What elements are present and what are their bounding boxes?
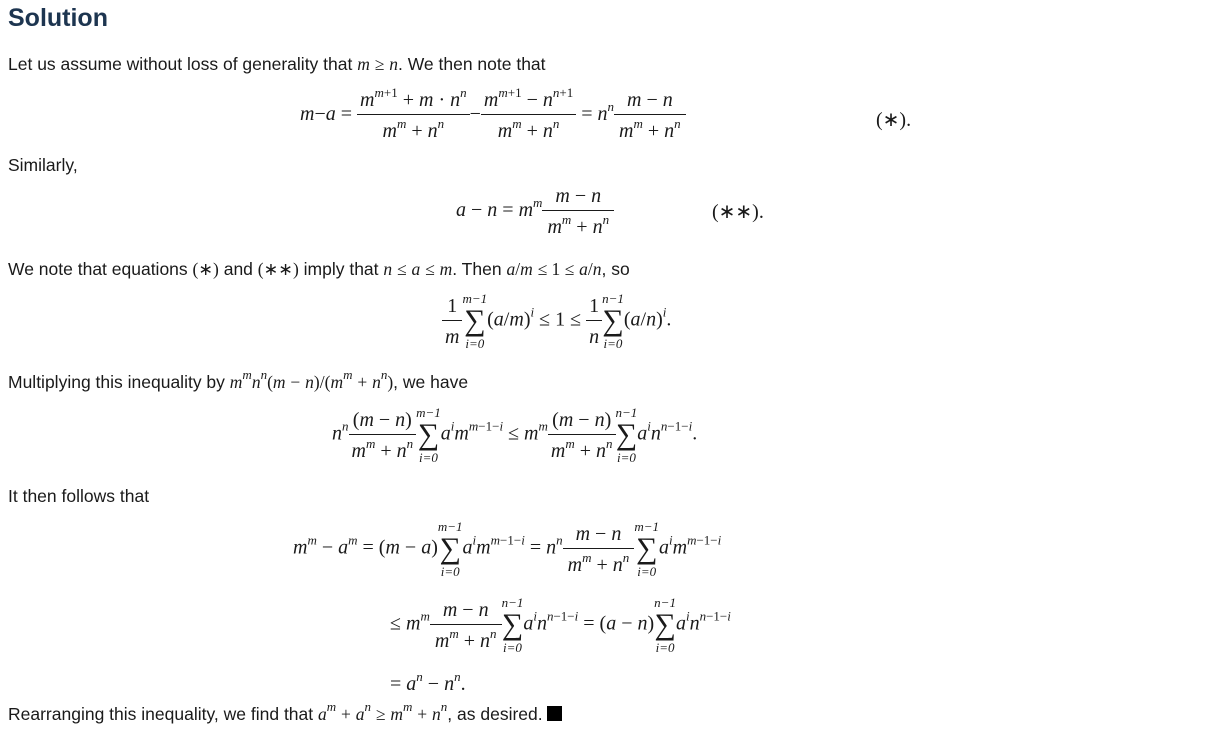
- intro-text-2: . We then note that: [397, 54, 546, 74]
- tag-star: (∗).: [876, 109, 912, 131]
- conclusion-paragraph: Rearranging this inequality, we find that $a^m + a^n \ge m^m + n^n$, as desired.: [8, 706, 562, 724]
- note-text-1: We note that equations: [8, 259, 193, 279]
- equation-final-line-2: ≤ $m^m$ $\frac{m - n}{m^m + n^n}$ n−1 ∑ i=0 $a^in^{n-1-i} = (a - n)$ n−1 ∑ i=0 $a^in^{n-1-i}$: [390, 595, 731, 655]
- note-text-2: imply that: [298, 259, 384, 279]
- equation-final-line-3: = $a^n - n^n$.: [390, 669, 466, 695]
- equation-multiplied: $n^n$ $\frac{(m - n)}{m^m + n^n}$ m−1 ∑ i=0 $a^im^{m-1-i} \le m^m$ $\frac{(m - n)}{m^m + n^n}$ n−1 ∑ i=0 $a^in^{n-1-i}$.: [332, 405, 698, 465]
- qed-square-icon: [547, 706, 562, 721]
- note-text-and: and: [218, 259, 258, 279]
- note-text-so: , so: [601, 259, 630, 279]
- solution-title: Solution: [8, 4, 108, 32]
- similarly-text: Similarly,: [8, 155, 78, 175]
- note-paragraph: We note that equations (∗) and (∗∗) imply that n ≤ a ≤ m. Then a/m ≤ 1 ≤ a/n, so: [8, 259, 630, 279]
- follows-text: It then follows that: [8, 486, 150, 506]
- equation-double-star: $a - n = m^m$ $\frac{m - n}{m^m + n^n}$: [456, 186, 614, 237]
- equation-star: m−a = $\frac{m^{m+1} + m \cdot n^n}{m^m + n^n}$ − $\frac{m^{m+1} - n^{n+1}}{m^m + n^n}$ = $n^n$ $\frac{m - n}{m^m + n^n}$: [300, 90, 686, 141]
- equation-sum-inequality: $\frac{1}{m}$ m−1 ∑ i=0 $(a/m)^i \le 1$ ≤ $\frac{1}{n}$ n−1 ∑ i=0 $(a/n)^i$.: [442, 292, 671, 350]
- math-inline: m: [357, 54, 370, 74]
- rearr-text-2: , as desired.: [447, 704, 543, 724]
- mult-text-2: , we have: [393, 372, 469, 392]
- intro-paragraph: Let us assume without loss of generality that m ≥ n. We then note that: [8, 54, 546, 74]
- multiply-paragraph: Multiplying this inequality by $m^mn^n(m - n)/(m^m + n^n)$, we have: [8, 367, 469, 392]
- rearr-text-1: Rearranging this inequality, we find that: [8, 704, 318, 724]
- note-text-then: . Then: [452, 259, 507, 279]
- equation-final-line-1: $m^m - a^m = (m - a)$ m−1 ∑ i=0 $a^im^{m-1-i} = n^n$ $\frac{m - n}{m^m + n^n}$ m−1 ∑ i=0 $a^im^{m-1-i}$: [293, 519, 722, 579]
- mult-text-1: Multiplying this inequality by: [8, 372, 230, 392]
- tag-double-star: (∗∗).: [712, 201, 764, 223]
- intro-text-1: Let us assume without loss of generality that: [8, 54, 358, 74]
